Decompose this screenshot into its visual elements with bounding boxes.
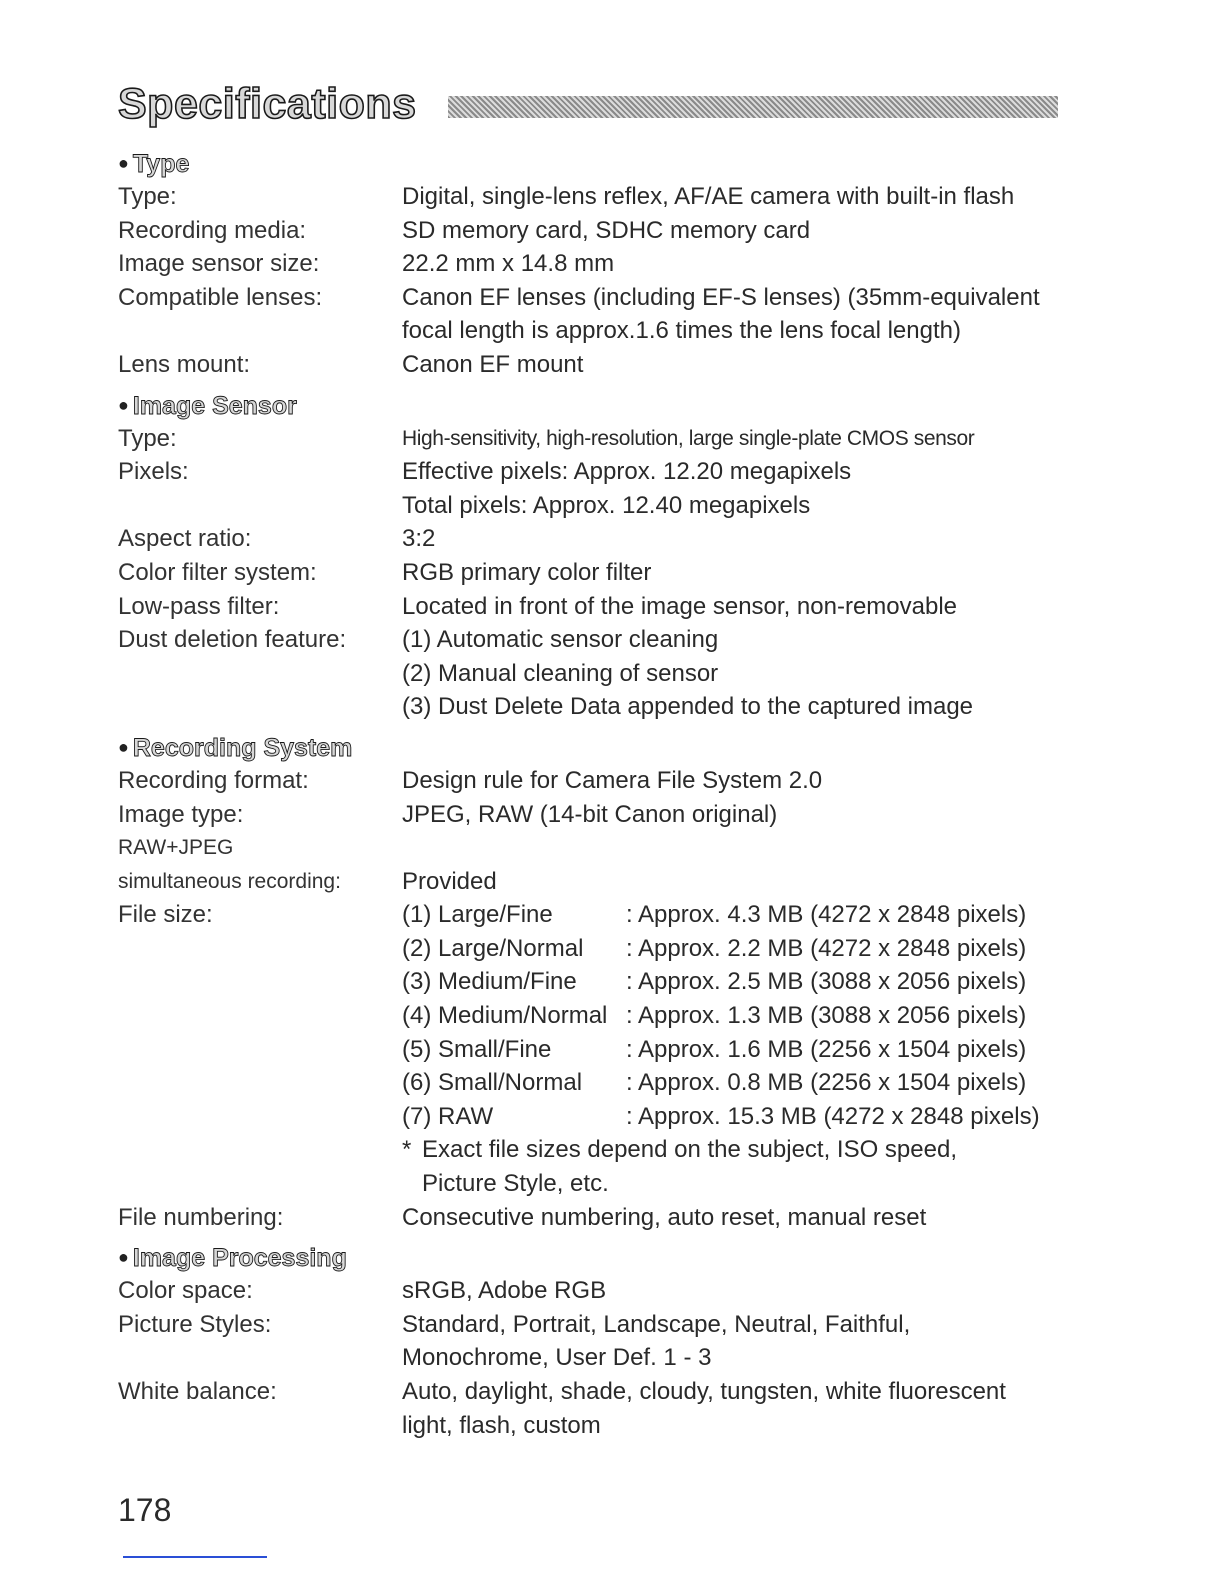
file-size-item: (7) RAW : Approx. 15.3 MB (4272 x 2848 pixels) bbox=[402, 1102, 1040, 1130]
spec-value: JPEG, RAW (14-bit Canon original) bbox=[402, 800, 778, 828]
spec-value: Located in front of the image sensor, non-removable bbox=[402, 592, 957, 620]
spec-label: File numbering: bbox=[118, 1203, 284, 1231]
section-heading: ● Image Processing bbox=[118, 1244, 347, 1273]
spec-value bbox=[402, 831, 1068, 865]
spec-label: Picture Styles: bbox=[118, 1310, 272, 1338]
spec-row bbox=[118, 1308, 1068, 1375]
spec-value: Monochrome, User Def. 1 - 3 bbox=[402, 1344, 712, 1372]
spec-label: RAW+JPEG bbox=[118, 836, 234, 860]
spec-content bbox=[118, 146, 1068, 1448]
spec-label: File size: bbox=[118, 901, 213, 929]
spec-row-file-size bbox=[118, 898, 1068, 1200]
spec-row bbox=[118, 281, 1068, 348]
spec-value: 3:2 bbox=[402, 525, 436, 553]
spec-row bbox=[118, 590, 1068, 624]
spec-row bbox=[118, 1375, 1068, 1442]
section-heading: ● Recording System bbox=[118, 733, 353, 762]
spec-row bbox=[118, 1201, 1068, 1235]
spec-label: simultaneous recording: bbox=[118, 869, 341, 893]
file-size-item: (5) Small/Fine : Approx. 1.6 MB (2256 x 1504 pixels) bbox=[402, 1035, 1027, 1063]
spec-row bbox=[118, 522, 1068, 556]
spec-label: Color filter system: bbox=[118, 558, 317, 586]
spec-label: Dust deletion feature: bbox=[118, 626, 347, 654]
section-type bbox=[118, 146, 1068, 382]
spec-row bbox=[118, 764, 1068, 798]
file-size-item: (4) Medium/Normal : Approx. 1.3 MB (3088 x 2056 pixels) bbox=[402, 1002, 1027, 1030]
spec-label: Image type: bbox=[118, 800, 244, 828]
bullet-icon: ● bbox=[118, 153, 129, 173]
spec-value: Auto, daylight, shade, cloudy, tungsten, white fluorescent bbox=[402, 1378, 1006, 1405]
spec-row bbox=[118, 180, 1068, 214]
spec-row bbox=[118, 247, 1068, 281]
spec-row bbox=[118, 623, 1068, 724]
spec-value: (3) Dust Delete Data appended to the captured image bbox=[402, 693, 974, 721]
bullet-icon: ● bbox=[118, 736, 129, 757]
spec-label: Color space: bbox=[118, 1277, 253, 1305]
spec-value: Canon EF lenses (including EF-S lenses) (35mm-equivalent bbox=[402, 283, 1040, 311]
spec-value: RGB primary color filter bbox=[402, 558, 652, 586]
spec-value: Standard, Portrait, Landscape, Neutral, Faithful, bbox=[402, 1310, 911, 1338]
spec-value: sRGB, Adobe RGB bbox=[402, 1277, 607, 1305]
spec-value: High-sensitivity, high-resolution, large single-plate CMOS sensor bbox=[402, 426, 975, 450]
spec-label: Image sensor size: bbox=[118, 250, 320, 278]
spec-row bbox=[118, 865, 1068, 899]
spec-value: SD memory card, SDHC memory card bbox=[402, 216, 811, 244]
spec-label: Compatible lenses: bbox=[118, 283, 323, 311]
page-number: 178 bbox=[118, 1492, 172, 1528]
spec-row bbox=[118, 798, 1068, 832]
spec-value: Digital, single-lens reflex, AF/AE camera with built-in flash bbox=[402, 183, 1015, 210]
spec-value: Provided bbox=[402, 867, 497, 895]
file-size-item: (3) Medium/Fine : Approx. 2.5 MB (3088 x 2056 pixels) bbox=[402, 968, 1027, 996]
spec-label: Pixels: bbox=[118, 458, 189, 486]
spec-label: Lens mount: bbox=[118, 350, 251, 378]
title-rule bbox=[448, 96, 1058, 118]
spec-value: light, flash, custom bbox=[402, 1411, 601, 1439]
spec-label: Low-pass filter: bbox=[118, 592, 280, 620]
spec-row bbox=[118, 455, 1068, 522]
footer-rule bbox=[123, 1556, 267, 1558]
spec-value: Design rule for Camera File System 2.0 bbox=[402, 766, 823, 794]
spec-value: 22.2 mm x 14.8 mm bbox=[402, 250, 615, 278]
file-size-item: (1) Large/Fine : Approx. 4.3 MB (4272 x 2848 pixels) bbox=[402, 901, 1027, 929]
section-image-processing bbox=[118, 1240, 1068, 1442]
file-size-note: * Exact file sizes depend on the subject, ISO speed, bbox=[402, 1136, 957, 1164]
page-title: Specifications bbox=[118, 80, 417, 128]
spec-label: Type: bbox=[118, 424, 177, 452]
spec-label: White balance: bbox=[118, 1378, 277, 1405]
section-heading: ● Type bbox=[118, 150, 190, 178]
spec-row bbox=[118, 214, 1068, 248]
spec-row bbox=[118, 556, 1068, 590]
spec-value: Canon EF mount bbox=[402, 350, 584, 378]
bullet-icon: ● bbox=[118, 1247, 129, 1268]
section-image-sensor bbox=[118, 388, 1068, 724]
bullet-icon: ● bbox=[118, 394, 129, 415]
section-heading: ● Image Sensor bbox=[118, 391, 297, 420]
spec-label: Type: bbox=[118, 183, 177, 210]
spec-value: (1) Automatic sensor cleaning bbox=[402, 626, 719, 654]
spec-value: focal length is approx.1.6 times the lens focal length) bbox=[402, 317, 961, 345]
file-size-item: (2) Large/Normal : Approx. 2.2 MB (4272 x 2848 pixels) bbox=[402, 934, 1027, 962]
spec-label: Recording media: bbox=[118, 216, 307, 244]
title-bar bbox=[118, 78, 1058, 130]
spec-value: Total pixels: Approx. 12.40 megapixels bbox=[402, 491, 811, 519]
file-size-note: Picture Style, etc. bbox=[422, 1170, 609, 1198]
spec-row bbox=[118, 831, 1068, 865]
spec-value: Consecutive numbering, auto reset, manual reset bbox=[402, 1203, 927, 1231]
spec-label: Aspect ratio: bbox=[118, 525, 252, 553]
spec-value: Effective pixels: Approx. 12.20 megapixels bbox=[402, 458, 852, 486]
spec-row bbox=[118, 348, 1068, 382]
file-size-item: (6) Small/Normal : Approx. 0.8 MB (2256 x 1504 pixels) bbox=[402, 1069, 1027, 1097]
spec-row bbox=[118, 422, 1068, 456]
spec-row bbox=[118, 1274, 1068, 1308]
spec-label: Recording format: bbox=[118, 766, 309, 794]
section-recording-system bbox=[118, 730, 1068, 1234]
spec-value: (2) Manual cleaning of sensor bbox=[402, 659, 719, 687]
